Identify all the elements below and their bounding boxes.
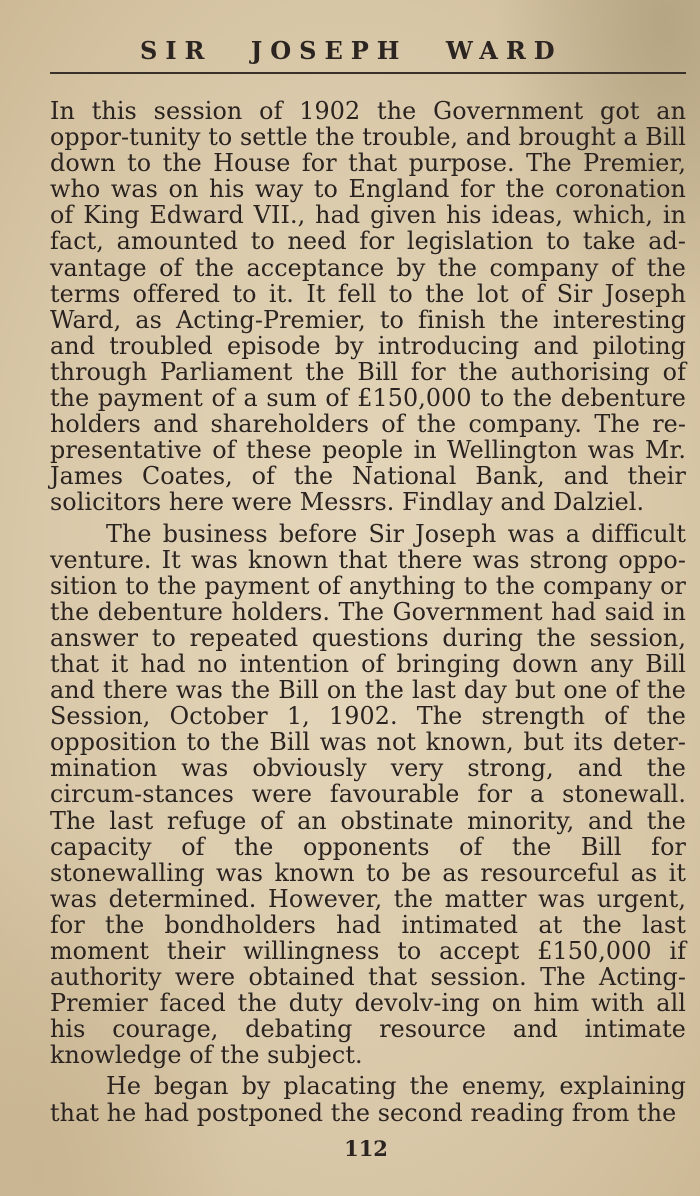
body-text: [50, 98, 686, 1126]
paragraph-3: He began by placating the enemy, explaining that he had postponed the second reading from the: [50, 1072, 686, 1127]
header-rule: [50, 72, 686, 74]
paragraph-1: In this session of 1902 the Government got an oppor-tunity to settle the trouble, and brought a Bill down to the House for that purpose. The Premier, who was on his way to England for the coronation of King Edward VII., had given his ideas, which, in fact, amounted to need for legislation to take ad-vantage of the acceptance by the company of the terms offered to it. It fell to the lot of Sir Joseph Ward, as Acting-Premier, to finish the interesting and troubled episode by introducing and piloting through Parliament the Bill for the authorising of the payment of a sum of £150,000 to the debenture holders and shareholders of the company. The re-presentative of these people in Wellington was Mr. James Coates, of the National Bank, and their solicitors here were Messrs. Findlay and Dalziel.: [50, 97, 686, 517]
page-number: 112: [344, 1136, 388, 1161]
running-head: SIR JOSEPH WARD: [140, 36, 563, 65]
paragraph-2: The business before Sir Joseph was a difficult venture. It was known that there was strong oppo-sition to the payment of anything to the company or the debenture holders. The Government had said in answer to repeated questions during the session, that it had no intention of bringing down any Bill and there was the Bill on the last day but one of the Session, October 1, 1902. The strength of the opposition to the Bill was not known, but its deter-mination was obviously very strong, and the circum-stances were favourable for a stonewall. The last refuge of an obstinate minority, and the capacity of the opponents of the Bill for stonewalling was known to be as resourceful as it was determined. However, the matter was urgent, for the bondholders had intimated at the last moment their willingness to accept £150,000 if authority were obtained that session. The Acting-Premier faced the duty devolv-ing on him with all his courage, debating resource and intimate knowledge of the subject.: [50, 519, 686, 1070]
